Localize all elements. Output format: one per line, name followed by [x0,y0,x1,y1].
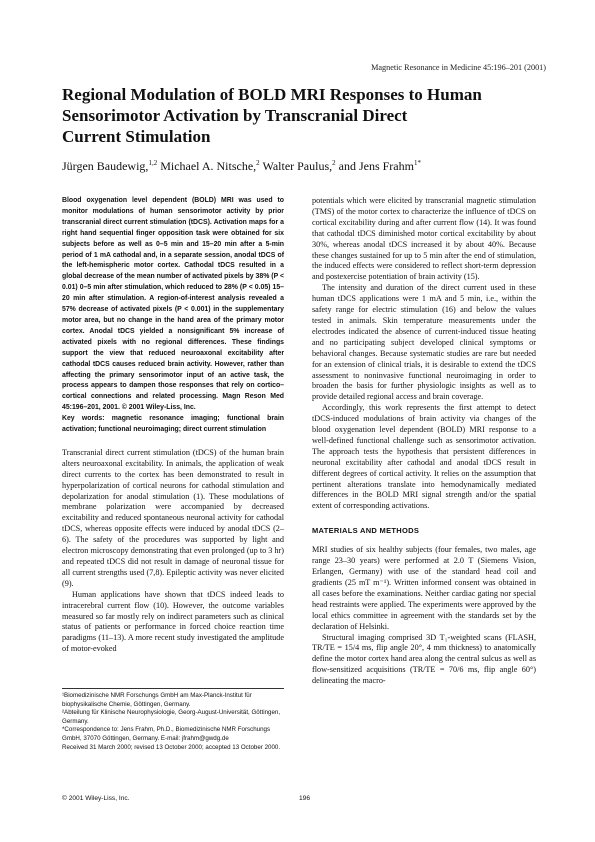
paragraph: Transcranial direct current stimulation (tDCS) of the human brain alters neuroaxonal excitability. In animals, the application of weak direct currents to the cortex has been demonstrated to result in hyperpolarization of cortical neurons for cathodal stimulation and depolarization for anodal stimulation (1). These modulations of membrane polarization were accompanied by decreased excitability and reduced spontaneous neuronal activity for cathodal tDCS, whereas opposite effects were induced by anodal tDCS (2–6). The safety of the procedures was supported by light and electron microscopy demonstrating that even prolonged (up to 3 hr) and repeated tDCS did not result in damage of neuronal tissue for all current strengths used (7,8). Epileptic activity was never elicited (9). [62,447,284,588]
copyright: © 2001 Wiley-Liss, Inc. [62,795,130,802]
title-line: Regional Modulation of BOLD MRI Responses to Human [62,85,482,104]
footnote-affiliation-2: ²Abteilung für Klinische Neurophysiologie, Georg-August-Universität, Göttingen, Germany. [62,709,281,725]
introduction-text [62,448,284,655]
author-name: Jürgen Baudewig, [62,159,149,173]
section-heading: MATERIALS AND METHODS [312,526,420,536]
author-affiliation: 1* [413,159,421,167]
left-column [62,196,284,655]
right-column [312,196,536,687]
paragraph: potentials which were elicited by transcranial magnetic stimulation (TMS) of the motor cortex to characterize the influence of tDCS on cortical excitability during and after current flow (14). It was found that cathodal tDCS diminished motor cortical excitability by about 30%, whereas anodal tDCS increased it by about 40%. Because these changes sustained for up to 5 min after the end of stimulation, the induced effects were considered to reflect short-term depression and postexercise potentiation of brain activity (15). [312,196,536,282]
author-name: Walter Paulus, [259,159,333,173]
footnotes [62,688,284,752]
keywords: Key words: magnetic resonance imaging; functional brain activation; functional neuroimaging; direct current stimulation [62,415,284,434]
author-affiliation: 2 [256,159,260,167]
paragraph: MRI studies of six healthy subjects (four females, two males, age range 23–30 years) were performed at 2.0 T (Siemens Vision, Erlangen, Germany) with use of the standard head coil and gradients (25 mT m⁻¹). Written informed consent was obtained in all cases before the examinations. Neither cardiac gating nor special head restraints were applied. The experiments were approved by the local ethics committee in agreement with the standards set by the declaration of Helsinki. [312,545,536,631]
author-affiliation: 2 [332,159,336,167]
author-affiliation: 1,2 [148,159,158,167]
paragraph: Structural imaging comprised 3D T₁-weighted scans (FLASH, TR/TE = 15/4 ms, flip angle 20°, 4 mm thickness) to anatomically define the motor cortex hand area along the central sulcus as well as flow-sensitized acquisitions (TR/TE = 70/6 ms, flip angle 60°) delineating the macro- [312,632,536,686]
paragraph: Human applications have shown that tDCS indeed leads to intracerebral current flow (10). However, the outcome variables measured so far mostly rely on indirect parameters such as clinical status of patients or performance in forced choice reaction time paradigms (11–13). A more recent study investigated the amplitude of motor-evoked [62,589,284,654]
methods-text [312,545,536,687]
paragraph: The intensity and duration of the direct current used in these human tDCS applications were 1 mA and 5 min, i.e., within the safety range for electric stimulation (16) and below the values tested in animals. Skin temperature measurements under the electrodes indicated the absence of current-induced tissue heating and no participating subject developed clinical symptoms or behavioral changes. Because systematic studies are rare but needed for an extension of clinical trials, it is desirable to extend the tDCS assessment to noninvasive functional neuroimaging in order to broaden the basis for further physiologic insights as well as to provide detailed regional access and brain coverage. [312,283,536,402]
abstract: Blood oxygenation level dependent (BOLD) MRI was used to monitor modulations of human sensorimotor activity by prior transcranial direct current stimulation (tDCS). Activation maps for a right hand sequential finger opposition task were obtained for six subjects before as well as 0–5 min and 15–20 min after a 5-min period of 1 mA cathodal and, in a separate session, anodal tDCS of the left-hemispheric motor cortex. Cathodal tDCS resulted in a global decrease of the mean number of activated pixels by 38% (P < 0.01) 0–5 min after stimulation, which reduced to 28% (P < 0.05) 15–20 min after stimulation. A region-of-interest analysis revealed a 57% decrease of activated pixels (P < 0.001) in the supplementary motor area, but no change in the hand area of the primary motor cortex. Anodal tDCS yielded a nonsignificant 5% increase of activated pixels with no regional differences. These findings support the view that reduced neuroaxonal excitability after cathodal tDCS causes reduced brain activity. However, rather than affecting the primary sensorimotor input of an active task, the process appears to dampen those responses that rely on cortico–cortical connections and related processing. Magn Reson Med 45:196–201, 2001. © 2001 Wiley-Liss, Inc. [62,197,284,412]
title-line: Current Stimulation [62,127,211,146]
footnote-received: Received 31 March 2000; revised 13 October 2000; accepted 13 October 2000. [62,743,281,751]
author-name: and Jens Frahm [335,159,414,173]
author-list [62,159,421,174]
title-line: Sensorimotor Activation by Transcranial Direct [62,106,408,125]
paragraph: Accordingly, this work represents the first attempt to detect tDCS-induced modulations of brain activity via changes of the blood oxygenation level dependent (BOLD) MRI response to a well-defined functional challenge such as sensorimotor activation. The approach tests the hypothesis that persistent differences in neuronal excitability after cathodal and anodal tDCS result in different degrees of cortical activity. It relies on the assumption that pertinent alterations translate into hemodynamically mediated differences in the BOLD MRI signal strength and/or the spatial extent of corresponding activations. [312,403,536,511]
footnote-affiliation-1: ¹Biomedizinische NMR Forschungs GmbH am Max-Planck-Institut für biophysikalische Chemie, Göttingen, Germany. [62,692,252,708]
introduction-continued [312,196,536,512]
footnote-correspondence: *Correspondence to: Jens Frahm, Ph.D., Biomedizinische NMR Forschungs GmbH, 37070 Göttingen, Germany. E-mail: jfrahm@gwdg.de [62,726,271,742]
article-title [62,84,542,147]
author-name: Michael A. Nitsche, [157,159,257,173]
journal-header: Magnetic Resonance in Medicine 45:196–201 (2001) [371,63,546,72]
page-number: 196 [299,795,311,802]
